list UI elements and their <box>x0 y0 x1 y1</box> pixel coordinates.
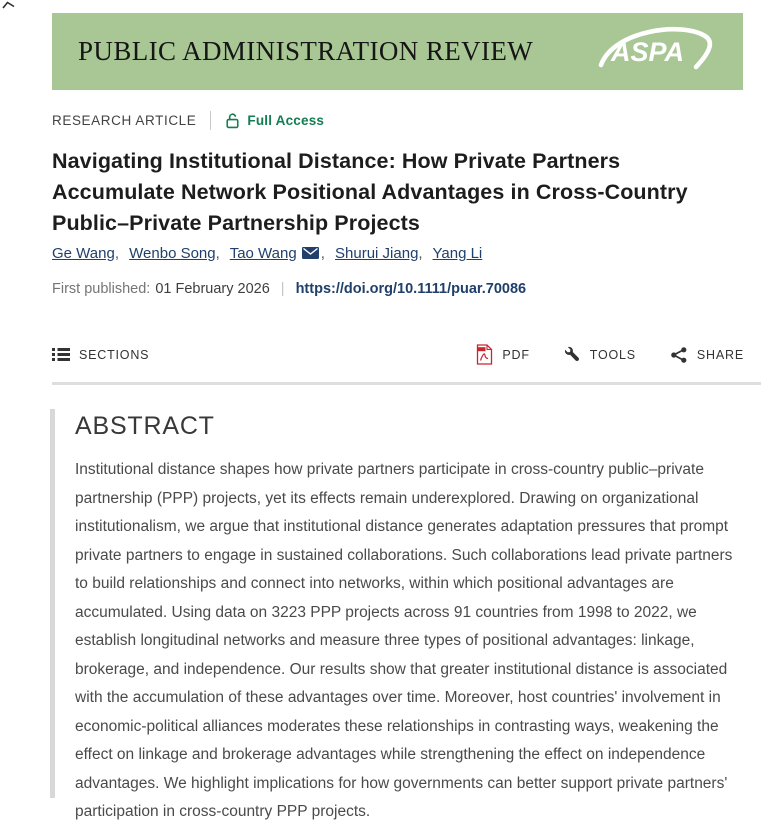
author-link[interactable]: Yang Li <box>432 245 483 262</box>
authors-row <box>52 245 482 262</box>
author-separator: , <box>418 245 423 262</box>
publication-info-row <box>52 281 526 297</box>
sections-list-icon <box>52 347 70 362</box>
pdf-label: PDF <box>502 347 530 362</box>
article-toolbar <box>52 344 744 365</box>
access-status[interactable] <box>225 112 324 129</box>
author-separator: , <box>215 245 220 262</box>
author-separator: , <box>114 245 119 262</box>
sections-button[interactable] <box>52 347 149 362</box>
horizontal-divider <box>52 382 761 385</box>
article-meta-row <box>52 111 324 130</box>
share-label: SHARE <box>696 347 744 362</box>
author-link[interactable]: Shurui Jiang <box>335 245 419 262</box>
share-button[interactable] <box>670 346 744 364</box>
open-lock-icon <box>225 112 240 129</box>
tools-button[interactable] <box>564 346 636 363</box>
author-separator: , <box>320 245 325 262</box>
author-link[interactable]: Ge Wang <box>52 245 115 262</box>
aspa-logo <box>597 23 715 81</box>
journal-title: PUBLIC ADMINISTRATION REVIEW <box>78 36 534 66</box>
wrench-icon <box>564 346 581 363</box>
meta-divider <box>210 111 211 130</box>
journal-banner[interactable] <box>52 13 743 90</box>
email-icon[interactable] <box>302 247 319 259</box>
pipe-separator: | <box>280 281 285 297</box>
share-icon <box>670 346 688 364</box>
abstract-heading: ABSTRACT <box>75 412 215 440</box>
abstract-section <box>50 409 745 820</box>
article-type-label: RESEARCH ARTICLE <box>52 113 197 128</box>
article-title: Navigating Institutional Distance: How Private Partners Accumulate Network Positional Advantages in Cross-Country Public–Private Partnership Projects <box>52 149 688 235</box>
aspa-logo-text: ASPA <box>611 36 685 67</box>
author-link[interactable]: Tao Wang <box>229 245 297 262</box>
tools-label: TOOLS <box>589 347 636 362</box>
doi-link[interactable]: https://doi.org/10.1111/puar.70086 <box>295 281 527 297</box>
pdf-file-icon <box>476 344 493 365</box>
first-published-date: 01 February 2026 <box>155 281 270 297</box>
toolbar-right-group <box>476 344 744 365</box>
first-published-label: First published: <box>52 281 151 297</box>
pdf-button[interactable] <box>476 344 529 365</box>
abstract-text: Institutional distance shapes how private partners participate in cross-country public–private partnership (PPP) projects, yet its effects remain underexplored. Drawing on organizational institutionalism, we argue that institutional distance generates adaptation pressures that prompt private partners to engage in sustained collaborations. Such collaborations lead private partners to build relationships and connect into networks, within which positional advantages are accumulated. Using data on 3223 PPP projects across 91 countries from 1998 to 2022, we establish longitudinal networks and measure three types of positional advantages: linkage, brokerage, and independence. Our results show that greater institutional distance is associated with the accumulation of these advantages over time. Moreover, host countries' involvement in economic-political alliances moderates these relationships in contrasting ways, weakening the effect on linkage and brokerage advantages while strengthening the effect on independence advantages. We highlight implications for how governments can better support private partners' participation in cross-country PPP projects. <box>75 461 733 820</box>
access-label: Full Access <box>247 113 325 128</box>
corner-artifact-icon <box>2 1 16 10</box>
author-link[interactable]: Wenbo Song <box>129 245 216 262</box>
sections-label: SECTIONS <box>79 347 150 362</box>
